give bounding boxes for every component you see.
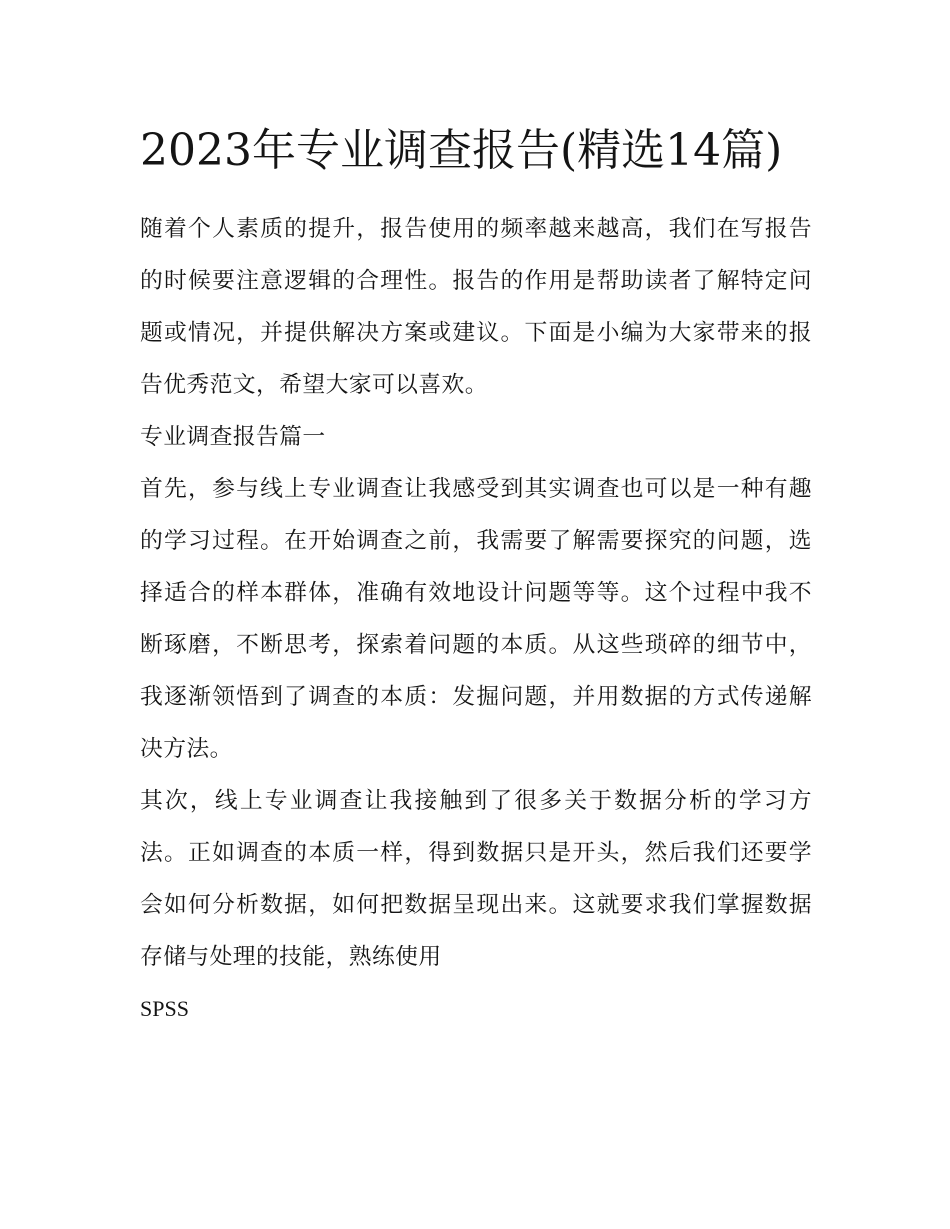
section-heading: 专业调查报告篇一: [140, 424, 326, 450]
document-title: 2023年专业调查报告(精选14篇): [140, 125, 783, 176]
trailing-text: SPSS: [140, 996, 189, 1021]
document-page: [140, 112, 812, 1035]
intro-paragraph: 随着个人素质的提升，报告使用的频率越来越高，我们在写报告的时候要注意逻辑的合理性。报告的作用是帮助读者了解特定问题或情况，并提供解决方案或建议。下面是小编为大家带来的报告优秀范文，希望大家可以喜欢。: [140, 216, 812, 398]
body-paragraph-1: 首先，参与线上专业调查让我感受到其实调查也可以是一种有趣的学习过程。在开始调查之前，我需要了解需要探究的问题，选择适合的样本群体，准确有效地设计问题等等。这个过程中我不断琢磨，不断思考，探索着问题的本质。从这些琐碎的细节中，我逐渐领悟到了调查的本质：发掘问题，并用数据的方式传递解决方法。: [140, 476, 812, 762]
body-paragraph-2: 其次，线上专业调查让我接触到了很多关于数据分析的学习方法。正如调查的本质一样，得到数据只是开头，然后我们还要学会如何分析数据，如何把数据呈现出来。这就要求我们掌握数据存储与处理的技能，熟练使用: [140, 788, 812, 970]
